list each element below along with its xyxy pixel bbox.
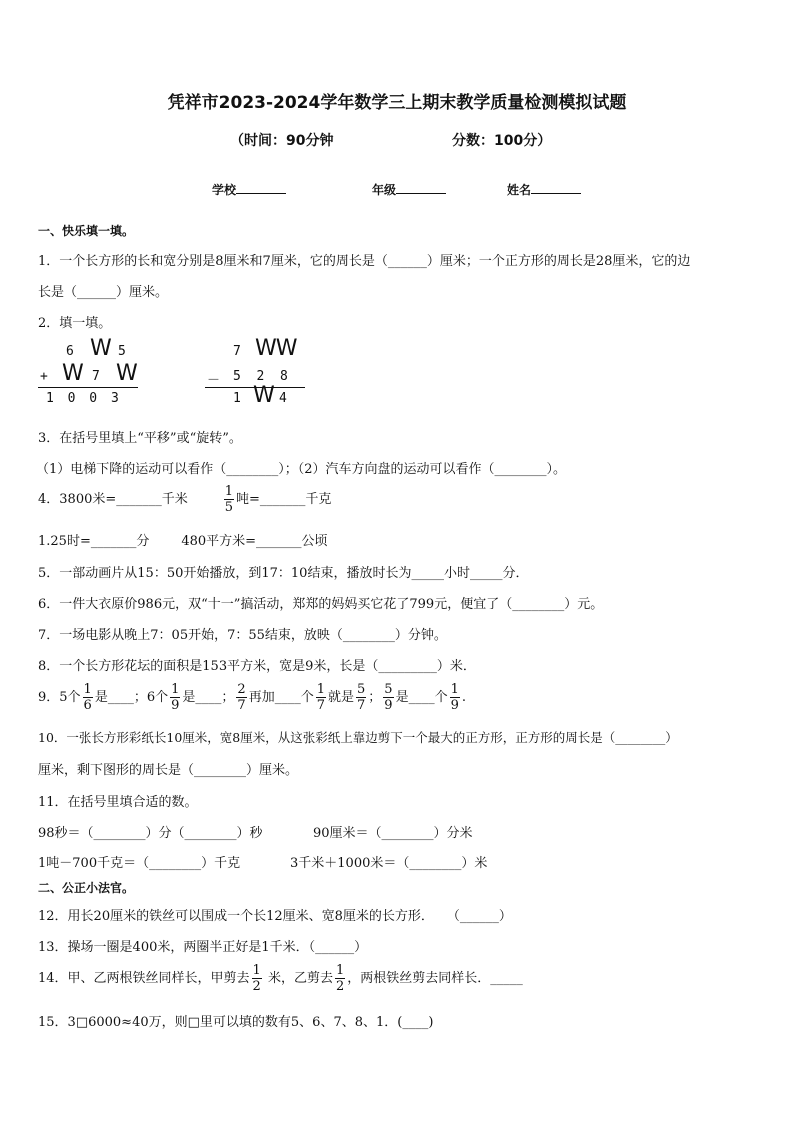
addition-puzzle [38, 336, 148, 410]
question-5: 5．一部动画片从15：50开始播放，到17：10结束，播放时长为_____小时_____分． [38, 566, 529, 581]
question-11-a: 98秒＝（________）分（________）秒 [38, 826, 263, 841]
name-field [507, 181, 581, 198]
difference-digit: 4 [279, 391, 287, 406]
school-label: 学校 [212, 183, 237, 197]
section-1-heading: 一、快乐填一填。 [38, 224, 135, 238]
section-2-heading: 二、公正小法官。 [38, 881, 135, 895]
question-3-parts: （1）电梯下降的运动可以看作（________）；（2）汽车方向盘的运动可以看作（________）。 [36, 462, 567, 477]
q4-text: 1.25时=_______分 [38, 534, 150, 549]
grade-label: 年级 [372, 183, 397, 197]
question-4-line-1 [38, 484, 331, 515]
minuend-digit: 7 [233, 344, 241, 359]
unknown-digit: W [116, 361, 137, 386]
question-3-label: 3．在括号里填上“平移”或“旋转”。 [38, 431, 242, 446]
unknown-digit: W [62, 361, 83, 386]
exam-score: 分数：100分） [452, 133, 552, 149]
question-15: 15．3□6000≈40万，则□里可以填的数有5、6、7、8、1．(____) [38, 1015, 434, 1030]
school-field [212, 181, 286, 198]
question-1-line-2: 长是（______）厘米。 [38, 285, 169, 300]
subtraction-puzzle [205, 336, 315, 410]
question-12: 12．用长20厘米的铁丝可以围成一个长12厘米、宽8厘米的长方形． （______） [38, 909, 512, 924]
question-4-line-2 [38, 530, 328, 549]
question-8: 8．一个长方形花坛的面积是153平方米，宽是9米，长是（_________）米． [38, 659, 476, 674]
sum-line [38, 387, 138, 388]
sum-result: 1 0 0 3 [46, 391, 119, 406]
question-11-d: 3千米＋1000米＝（________）米 [290, 856, 488, 871]
plus-sign: + [40, 369, 48, 384]
unknown-digits: WW [255, 336, 297, 361]
fraction: $\frac{1}{6}$ [83, 682, 92, 713]
grade-field [372, 181, 446, 198]
fraction: $\frac{1}{5}$ [224, 484, 234, 515]
q4-text: 480平方米=_______公顷 [181, 534, 328, 549]
fraction: $\frac{1}{9}$ [171, 682, 180, 713]
question-11-b: 90厘米＝（________）分米 [313, 826, 473, 841]
name-blank[interactable] [531, 181, 581, 194]
question-11-label: 11．在括号里填合适的数。 [38, 795, 198, 810]
question-10-line-2: 厘米，剩下图形的周长是（________）厘米。 [38, 763, 299, 778]
question-6: 6．一件大衣原价986元，双“十一”搞活动，郑郑的妈妈买它花了799元，便宜了（________）元。 [38, 597, 604, 612]
unknown-digit: W [253, 383, 274, 408]
question-9: 9．5个 $\frac{1}{6}$ 是____；6个 $\frac{1}{9}$ 是____； $\frac{2}{7}$ 再加____个 $\frac{1}{7}$ 就是 $\frac{5}{7}$ ； $\frac{5}{9}$ 是____个 $\frac{1}{9}$ . [38, 682, 467, 713]
exam-time: （时间：90分钟 [230, 133, 334, 149]
question-7: 7．一场电影从晚上7：05开始，7：55结束，放映（________）分钟。 [38, 628, 447, 643]
q4-text: 吨=_______千克 [236, 492, 332, 507]
addend-digit: 7 [92, 369, 100, 384]
grade-blank[interactable] [396, 181, 446, 194]
difference-digit: 1 [233, 391, 241, 406]
addend-digit: 6 [66, 344, 74, 359]
addend-digit: 5 [118, 344, 126, 359]
subtrahend: 5 2 8 [233, 369, 288, 384]
unknown-digit: W [90, 336, 111, 361]
question-1-line-1: 1．一个长方形的长和宽分别是8厘米和7厘米，它的周长是（______）厘米；一个正方形的周长是28厘米，它的边 [38, 254, 691, 269]
fraction: $\frac{5}{7}$ [357, 682, 366, 713]
question-11-c: 1吨－700千克＝（________）千克 [38, 856, 241, 871]
fraction: $\frac{1}{2}$ [335, 963, 345, 994]
question-13: 13．操场一圈是400米，两圈半正好是1千米．（______） [38, 940, 368, 955]
page-title: 凭祥市2023-2024学年数学三上期末教学质量检测模拟试题 [167, 93, 627, 113]
fraction: $\frac{1}{2}$ [252, 963, 261, 994]
fraction: $\frac{5}{9}$ [384, 682, 393, 713]
q4-text: 4．3800米=_______千米 [38, 492, 188, 507]
fraction: $\frac{1}{9}$ [450, 682, 459, 713]
question-14: 14．甲、乙两根铁丝同样长，甲剪去 $\frac{1}{2}$ 米，乙剪去 $\frac{1}{2}$ ，两根铁丝剪去同样长．_____ [38, 963, 523, 994]
fraction: $\frac{1}{7}$ [316, 682, 325, 713]
minus-sign: － [207, 373, 221, 388]
school-blank[interactable] [236, 181, 286, 194]
question-10-line-1: 10．一张长方形彩纸长10厘米，宽8厘米，从这张彩纸上靠边剪下一个最大的正方形，正方形的周长是（________） [38, 730, 678, 745]
fraction: $\frac{2}{7}$ [237, 682, 246, 713]
question-2-label: 2．填一填。 [38, 316, 112, 331]
name-label: 姓名 [507, 183, 532, 197]
